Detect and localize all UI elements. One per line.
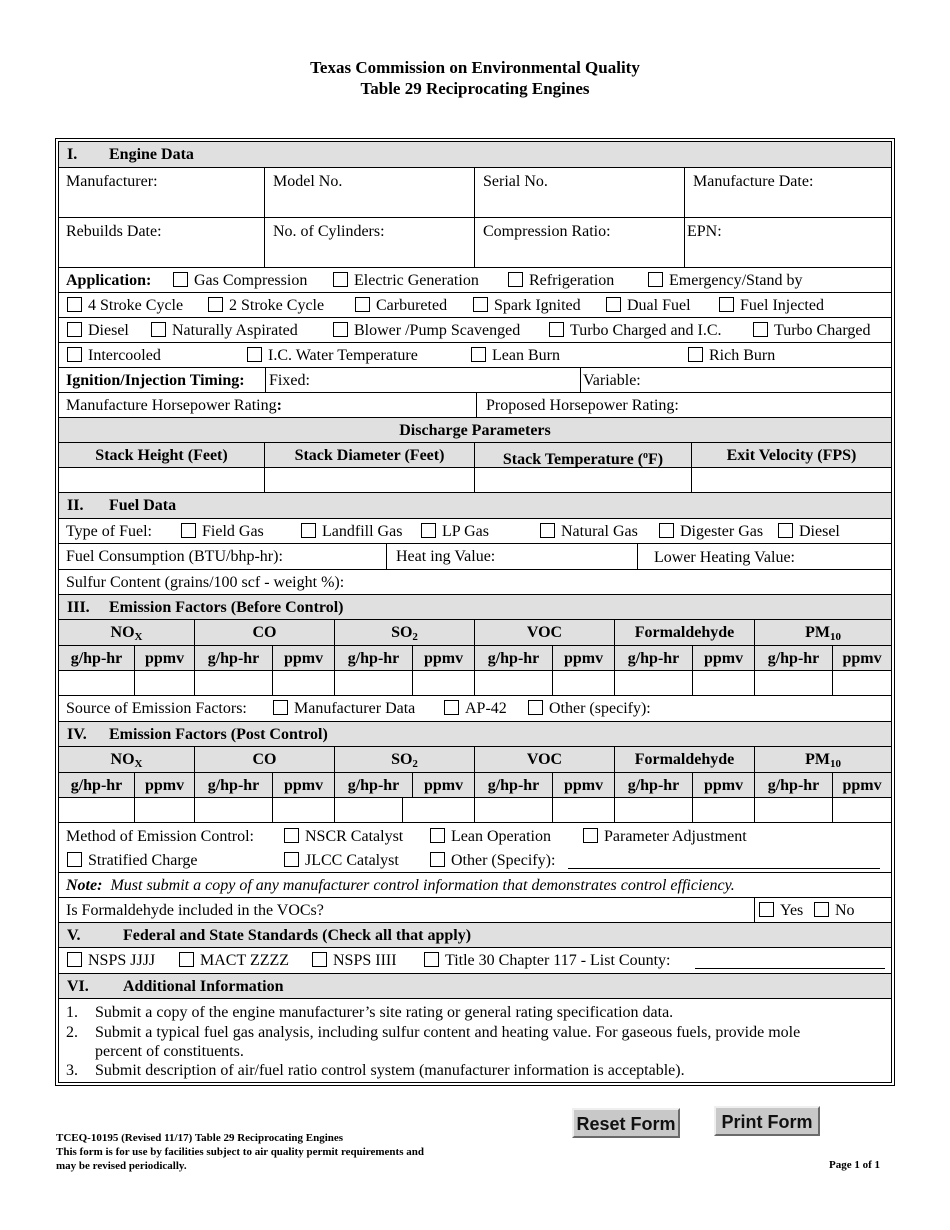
checkbox[interactable] xyxy=(719,297,734,312)
fuel-lp-gas[interactable]: LP Gas xyxy=(421,522,489,542)
checkbox[interactable] xyxy=(273,700,288,715)
application-emergency[interactable]: Emergency/Stand by xyxy=(648,271,802,291)
section-ef-after-header: IV. Emission Factors (Post Control) xyxy=(59,722,891,747)
checkbox[interactable] xyxy=(355,297,370,312)
exit-velocity-input[interactable] xyxy=(692,468,891,492)
col-co: CO xyxy=(252,751,277,768)
county-input-line[interactable] xyxy=(695,954,885,969)
option-lean-burn[interactable]: Lean Burn xyxy=(471,346,560,366)
checkbox[interactable] xyxy=(688,347,703,362)
list-item-continuation: percent of constituents. xyxy=(95,1043,244,1060)
col-so2: $SO_2$ xyxy=(391,624,418,643)
source-ap42[interactable]: AP-42 xyxy=(444,699,507,719)
option-rich-burn[interactable]: Rich Burn xyxy=(688,346,775,366)
rebuilds-date-field[interactable]: Rebuilds Date: xyxy=(59,218,265,267)
col-formaldehyde: Formaldehyde xyxy=(634,751,735,768)
ef-value-input[interactable] xyxy=(273,798,335,822)
discharge-header: Discharge Parameters xyxy=(59,418,891,443)
checkbox[interactable] xyxy=(67,852,82,867)
fuel-digester-gas[interactable]: Digester Gas xyxy=(659,522,763,542)
stack-height-input[interactable] xyxy=(59,468,265,492)
option-diesel-engine[interactable]: Diesel xyxy=(67,321,129,341)
source-other[interactable]: Other (specify): xyxy=(528,699,651,719)
unit-label: ppmv xyxy=(703,777,744,794)
compression-ratio-field[interactable]: Compression Ratio: xyxy=(475,218,685,267)
checkbox[interactable] xyxy=(179,952,194,967)
standard-nsps-jjjj[interactable]: NSPS JJJJ xyxy=(67,951,155,971)
ef-value-input[interactable] xyxy=(553,671,615,695)
footer-text: TCEQ-10195 (Revised 11/17) Table 29 Reciprocating Engines This form is for use by facilities subject to air quality permit requirements and may be revised periodically. xyxy=(56,1132,424,1172)
unit-label: g/hp-hr xyxy=(627,650,680,667)
section-engine-data-header: I. Engine Data xyxy=(59,142,891,168)
unit-label: ppmv xyxy=(283,650,324,667)
col-stack-temperature: Stack Temperature ($^o$F) xyxy=(502,450,664,468)
col-pm10: $PM_{10}$ xyxy=(805,751,841,770)
ef-after-values-row xyxy=(59,798,891,823)
unit-label: g/hp-hr xyxy=(627,777,680,794)
unit-label: ppmv xyxy=(563,777,604,794)
unit-label: ppmv xyxy=(563,650,604,667)
ef-value-input[interactable] xyxy=(403,798,475,822)
checkbox[interactable] xyxy=(528,700,543,715)
checkbox[interactable] xyxy=(67,322,82,337)
unit-label: g/hp-hr xyxy=(207,777,260,794)
ef-value-input[interactable] xyxy=(413,671,475,695)
control-method-block: Method of Emission Control: NSCR Catalyst Lean Operation Parameter Adjustment Stratified Charge JLCC Catalyst Other (Specify): xyxy=(59,823,891,873)
formaldehyde-no[interactable]: No xyxy=(814,901,855,921)
unit-label: ppmv xyxy=(423,650,464,667)
checkbox[interactable] xyxy=(430,852,445,867)
checkbox[interactable] xyxy=(247,347,262,362)
stack-temperature-input[interactable] xyxy=(475,468,692,492)
ef-value-input[interactable] xyxy=(273,671,335,695)
checkbox[interactable] xyxy=(421,523,436,538)
engine-type-row-1 xyxy=(59,293,891,318)
checkbox[interactable] xyxy=(312,952,327,967)
unit-label: g/hp-hr xyxy=(207,650,260,667)
page-number: Page 1 of 1 xyxy=(828,1159,880,1171)
option-4-stroke[interactable]: 4 Stroke Cycle xyxy=(67,296,183,316)
option-carbureted[interactable]: Carbureted xyxy=(355,296,447,316)
list-item: 3. Submit description of air/fuel ratio control system (manufacturer information is acceptable). xyxy=(66,1062,685,1079)
checkbox[interactable] xyxy=(284,828,299,843)
col-stack-diameter: Stack Diameter (Feet) xyxy=(294,447,445,464)
checkbox[interactable] xyxy=(430,828,445,843)
ef-value-input[interactable] xyxy=(135,798,195,822)
engine-type-row-2 xyxy=(59,318,891,343)
serial-no-field[interactable]: Serial No. xyxy=(475,168,685,217)
standards-row xyxy=(59,948,891,974)
unit-label: g/hp-hr xyxy=(767,777,820,794)
reset-form-button[interactable]: Reset Form xyxy=(572,1108,680,1138)
col-co: CO xyxy=(252,624,277,641)
checkbox[interactable] xyxy=(759,902,774,917)
col-voc: VOC xyxy=(526,751,563,768)
application-row: Application: Gas Compression Electric Generation Refrigeration Emergency/Stand by xyxy=(59,268,891,293)
checkbox[interactable] xyxy=(151,322,166,337)
note-row: Note: Must submit a copy of any manufacturer control information that demonstrates control efficiency. xyxy=(59,873,891,898)
checkbox[interactable] xyxy=(208,297,223,312)
checkbox[interactable] xyxy=(473,297,488,312)
checkbox[interactable] xyxy=(181,523,196,538)
timing-fixed-field[interactable]: Fixed: xyxy=(266,368,581,392)
ef-value-input[interactable] xyxy=(59,671,135,695)
ef-before-pollutant-row xyxy=(59,620,891,646)
section-ef-before-header: III. Emission Factors (Before Control) xyxy=(59,595,891,620)
timing-label-cell: Ignition/Injection Timing: xyxy=(59,368,266,392)
col-voc: VOC xyxy=(526,624,563,641)
col-exit-velocity: Exit Velocity (FPS) xyxy=(726,447,857,464)
checkbox[interactable] xyxy=(424,952,439,967)
mfr-hp-field[interactable]: Manufacture Horsepower Rating: xyxy=(59,393,477,417)
option-blower-scavenged[interactable]: Blower /Pump Scavenged xyxy=(333,321,520,341)
checkbox[interactable] xyxy=(173,272,188,287)
ef-after-unit-row xyxy=(59,773,891,798)
checkbox[interactable] xyxy=(540,523,555,538)
checkbox[interactable] xyxy=(549,322,564,337)
manufacture-date-field[interactable]: Manufacture Date: xyxy=(693,173,814,190)
horsepower-row xyxy=(59,393,891,418)
source-ef-row: Source of Emission Factors: Manufacturer Data AP-42 Other (specify): xyxy=(59,696,891,722)
ef-value-input[interactable] xyxy=(755,671,833,695)
list-item: 1. Submit a copy of the engine manufacturer’s site rating or general rating specification data. xyxy=(66,1004,674,1021)
model-no-field[interactable]: Model No. xyxy=(265,168,475,217)
control-other-specify-line[interactable] xyxy=(568,854,880,869)
standard-nsps-iiii[interactable]: NSPS IIII xyxy=(312,951,397,971)
checkbox[interactable] xyxy=(583,828,598,843)
unit-label: ppmv xyxy=(144,777,185,794)
control-nscr-catalyst[interactable]: NSCR Catalyst xyxy=(284,827,403,847)
ef-value-input[interactable] xyxy=(335,671,413,695)
fuel-consumption-field[interactable]: Fuel Consumption (BTU/bhp-hr): xyxy=(59,544,387,569)
option-2-stroke[interactable]: 2 Stroke Cycle xyxy=(208,296,324,316)
timing-row xyxy=(59,368,891,393)
ef-value-input[interactable] xyxy=(833,671,891,695)
timing-variable-field[interactable]: Variable: xyxy=(583,372,641,389)
epn-field[interactable]: EPN: xyxy=(687,223,722,240)
unit-label: ppmv xyxy=(842,650,882,667)
engine-id-row-1 xyxy=(59,168,891,218)
formaldehyde-yes[interactable]: Yes xyxy=(759,901,803,921)
manufacturer-field[interactable]: Manufacturer: xyxy=(59,168,265,217)
unit-label: g/hp-hr xyxy=(347,777,400,794)
application-electric-generation[interactable]: Electric Generation xyxy=(333,271,479,291)
col-formaldehyde: Formaldehyde xyxy=(634,624,735,641)
col-nox: $NO_X$ xyxy=(110,624,143,643)
cylinders-field[interactable]: No. of Cylinders: xyxy=(265,218,475,267)
section-standards-header: V. Federal and State Standards (Check all that apply) xyxy=(59,923,891,948)
ef-value-input[interactable] xyxy=(135,671,195,695)
col-nox: $NO_X$ xyxy=(110,751,143,770)
ef-after-pollutant-row xyxy=(59,747,891,773)
unit-label: g/hp-hr xyxy=(487,777,540,794)
engine-id-row-2 xyxy=(59,218,891,268)
form-title: Table 29 Reciprocating Engines xyxy=(360,79,590,98)
source-manufacturer-data[interactable]: Manufacturer Data xyxy=(273,699,415,719)
standard-mact-zzzz[interactable]: MACT ZZZZ xyxy=(179,951,289,971)
application-gas-compression[interactable]: Gas Compression xyxy=(173,271,307,291)
checkbox[interactable] xyxy=(648,272,663,287)
checkbox[interactable] xyxy=(284,852,299,867)
checkbox[interactable] xyxy=(301,523,316,538)
unit-label: g/hp-hr xyxy=(70,650,123,667)
checkbox[interactable] xyxy=(67,952,82,967)
fuel-type-row: Type of Fuel: Field Gas Landfill Gas LP Gas Natural Gas Digester Gas Diesel xyxy=(59,519,891,544)
option-naturally-aspirated[interactable]: Naturally Aspirated xyxy=(151,321,298,341)
sulfur-content-field[interactable]: Sulfur Content (grains/100 scf - weight %): xyxy=(59,570,891,595)
checkbox[interactable] xyxy=(606,297,621,312)
unit-label: g/hp-hr xyxy=(347,650,400,667)
unit-label: ppmv xyxy=(703,650,744,667)
option-intercooled[interactable]: Intercooled xyxy=(67,346,161,366)
stack-diameter-input[interactable] xyxy=(265,468,475,492)
option-turbo-charged[interactable]: Turbo Charged xyxy=(753,321,870,341)
unit-label: g/hp-hr xyxy=(70,777,123,794)
ef-before-values-row xyxy=(59,671,891,696)
control-lean-operation[interactable]: Lean Operation xyxy=(430,827,551,847)
unit-label: ppmv xyxy=(283,777,324,794)
unit-label: g/hp-hr xyxy=(767,650,820,667)
fuel-landfill-gas[interactable]: Landfill Gas xyxy=(301,522,402,542)
engine-type-row-3 xyxy=(59,343,891,368)
discharge-columns xyxy=(59,443,891,468)
lower-heating-value-field[interactable]: Lower Heating Value: xyxy=(654,549,795,566)
option-fuel-injected[interactable]: Fuel Injected xyxy=(719,296,824,316)
control-other[interactable]: Other (Specify): xyxy=(430,851,555,871)
section-additional-header: VI. Additional Information xyxy=(59,974,891,999)
additional-info-list xyxy=(59,999,891,1085)
fuel-field-gas[interactable]: Field Gas xyxy=(181,522,264,542)
section-fuel-data-header: II. Fuel Data xyxy=(59,493,891,519)
col-stack-height: Stack Height (Feet) xyxy=(95,447,228,464)
checkbox[interactable] xyxy=(67,347,82,362)
checkbox[interactable] xyxy=(333,272,348,287)
control-stratified-charge[interactable]: Stratified Charge xyxy=(67,851,197,871)
ef-value-input[interactable] xyxy=(195,671,273,695)
checkbox[interactable] xyxy=(508,272,523,287)
ef-value-input[interactable] xyxy=(553,798,615,822)
fuel-diesel[interactable]: Diesel xyxy=(778,522,840,542)
unit-label: ppmv xyxy=(842,777,882,794)
unit-label: ppmv xyxy=(423,777,464,794)
unit-label: g/hp-hr xyxy=(487,650,540,667)
option-turbo-ic[interactable]: Turbo Charged and I.C. xyxy=(549,321,722,341)
discharge-values-row xyxy=(59,468,891,493)
formaldehyde-question-row: Is Formaldehyde included in the VOCs? Yes No xyxy=(59,898,891,923)
ef-value-input[interactable] xyxy=(59,798,135,822)
ef-value-input[interactable] xyxy=(833,798,891,822)
checkbox[interactable] xyxy=(778,523,793,538)
ef-value-input[interactable] xyxy=(755,798,833,822)
fuel-natural-gas[interactable]: Natural Gas xyxy=(540,522,638,542)
proposed-hp-field[interactable]: Proposed Horsepower Rating: xyxy=(486,397,679,414)
checkbox[interactable] xyxy=(67,297,82,312)
col-pm10: $PM_{10}$ xyxy=(805,624,841,643)
heating-value-field[interactable]: Heat ing Value: xyxy=(387,544,638,569)
ef-value-input[interactable] xyxy=(693,671,755,695)
control-jlcc-catalyst[interactable]: JLCC Catalyst xyxy=(284,851,399,871)
ef-value-input[interactable] xyxy=(475,798,553,822)
checkbox[interactable] xyxy=(444,700,459,715)
ef-value-input[interactable] xyxy=(475,671,553,695)
control-parameter-adjustment[interactable]: Parameter Adjustment xyxy=(583,827,747,847)
fuel-heating-row xyxy=(59,544,891,570)
print-form-button[interactable]: Print Form xyxy=(714,1106,820,1136)
option-spark-ignited[interactable]: Spark Ignited xyxy=(473,296,581,316)
checkbox[interactable] xyxy=(753,322,768,337)
checkbox[interactable] xyxy=(659,523,674,538)
ef-value-input[interactable] xyxy=(693,798,755,822)
application-refrigeration[interactable]: Refrigeration xyxy=(508,271,614,291)
ef-value-input[interactable] xyxy=(335,798,403,822)
form-frame xyxy=(55,138,895,1086)
form-header xyxy=(0,57,950,99)
checkbox[interactable] xyxy=(471,347,486,362)
ef-before-unit-row xyxy=(59,646,891,671)
ef-value-input[interactable] xyxy=(615,671,693,695)
col-so2: $SO_2$ xyxy=(391,751,418,770)
standard-title-30[interactable]: Title 30 Chapter 117 - List County: xyxy=(424,951,670,971)
ef-value-input[interactable] xyxy=(195,798,273,822)
option-ic-water-temp[interactable]: I.C. Water Temperature xyxy=(247,346,418,366)
unit-label: ppmv xyxy=(144,650,185,667)
agency-title: Texas Commission on Environmental Quality xyxy=(310,58,640,77)
ef-value-input[interactable] xyxy=(615,798,693,822)
checkbox[interactable] xyxy=(814,902,829,917)
checkbox[interactable] xyxy=(333,322,348,337)
list-item: 2. Submit a typical fuel gas analysis, including sulfur content and heating value. For gaseous fuels, provide mole xyxy=(66,1024,801,1041)
option-dual-fuel[interactable]: Dual Fuel xyxy=(606,296,691,316)
